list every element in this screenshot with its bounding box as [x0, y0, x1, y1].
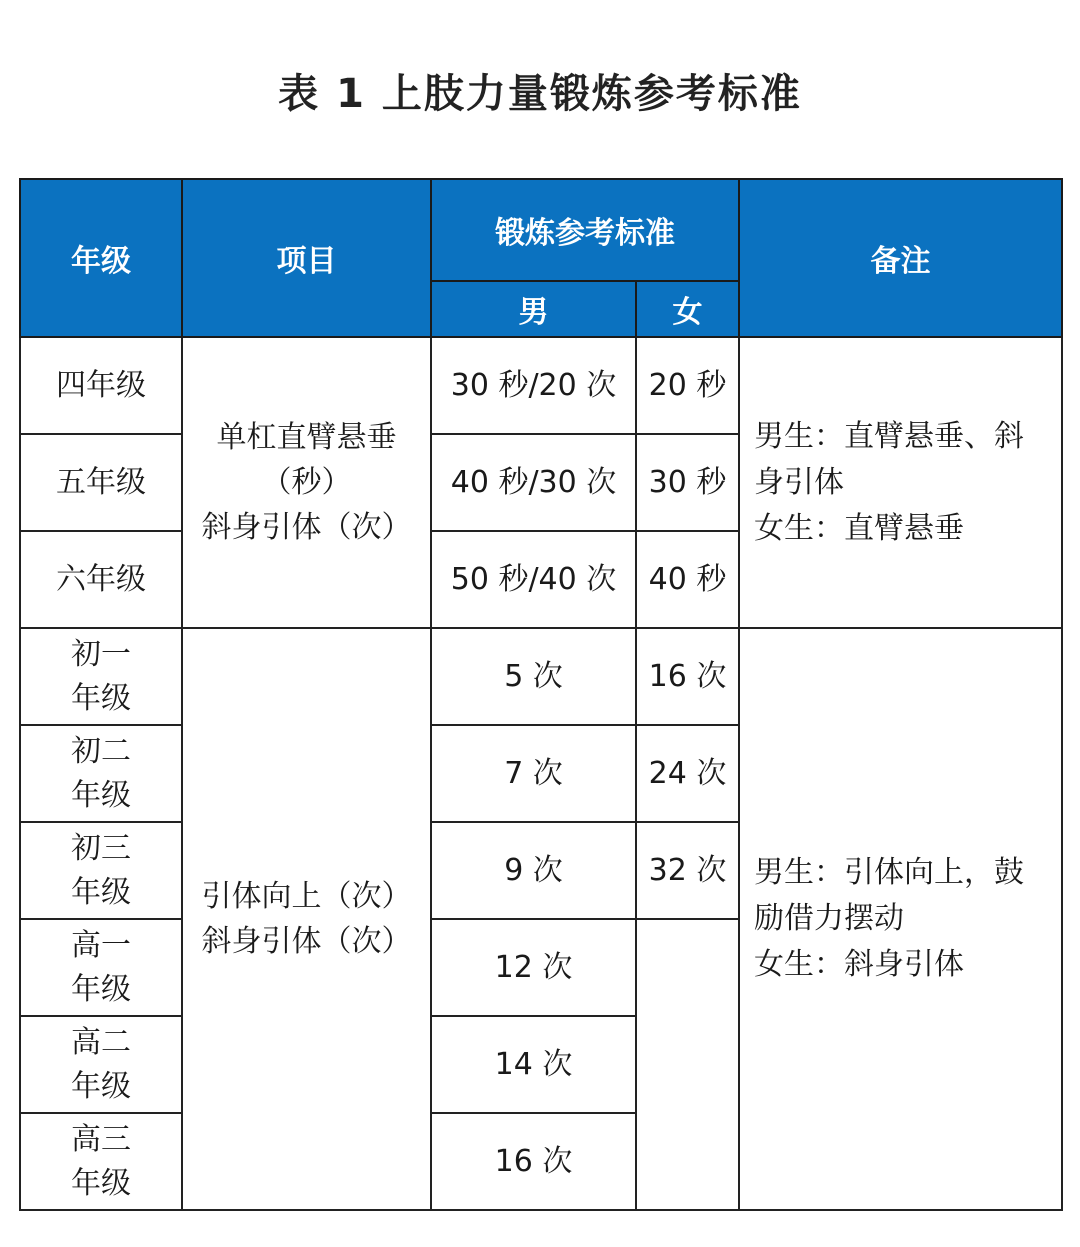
female-empty-cell [636, 919, 739, 1210]
item-line: （秒） [261, 465, 352, 500]
note-line: 男生：引体向上，鼓 [754, 855, 1024, 890]
grade-cell [20, 919, 182, 1016]
grade-cell [20, 725, 182, 822]
male-cell: 30 秒/20 次 [431, 337, 636, 434]
male-cell: 5 次 [431, 628, 636, 725]
header-female: 女 [636, 281, 739, 337]
female-cell: 20 秒 [636, 337, 739, 434]
grade-line: 年级 [71, 971, 131, 1007]
note-cell-group2 [739, 628, 1062, 1210]
grade-line: 年级 [71, 874, 131, 910]
grade-line: 高三 [71, 1121, 131, 1157]
standards-table [19, 178, 1063, 1211]
male-cell: 14 次 [431, 1016, 636, 1113]
grade-line: 高二 [71, 1024, 131, 1060]
note-line: 励借力摆动 [754, 901, 904, 936]
header-male: 男 [431, 281, 636, 337]
grade-cell [20, 822, 182, 919]
item-cell-group2 [182, 628, 431, 1210]
grade-cell: 四年级 [20, 337, 182, 434]
male-cell: 12 次 [431, 919, 636, 1016]
item-line: 单杠直臂悬垂 [216, 420, 397, 455]
item-line: 斜身引体（次） [201, 510, 412, 545]
item-line: 引体向上（次） [201, 879, 412, 914]
grade-cell: 五年级 [20, 434, 182, 531]
female-cell: 16 次 [636, 628, 739, 725]
grade-line: 年级 [71, 680, 131, 716]
note-line: 女生：直臂悬垂 [754, 510, 964, 546]
note-line: 女生：斜身引体 [754, 947, 964, 982]
grade-line: 初一 [71, 636, 131, 672]
item-cell-group1 [182, 337, 431, 628]
header-standard: 锻炼参考标准 [431, 179, 739, 281]
note-cell-group1 [739, 337, 1062, 628]
male-cell: 40 秒/30 次 [431, 434, 636, 531]
female-cell: 40 秒 [636, 531, 739, 628]
grade-line: 年级 [71, 1068, 131, 1104]
grade-cell [20, 1113, 182, 1210]
table-row [20, 628, 1062, 725]
grade-cell [20, 1016, 182, 1113]
table-title: 表 1 上肢力量锻炼参考标准 [278, 71, 802, 117]
grade-line: 高一 [71, 927, 131, 963]
header-row [20, 179, 1062, 281]
header-item: 项目 [182, 179, 431, 337]
header-grade: 年级 [20, 179, 182, 337]
male-cell: 7 次 [431, 725, 636, 822]
note-line: 身引体 [754, 464, 844, 500]
female-cell: 30 秒 [636, 434, 739, 531]
header-note: 备注 [739, 179, 1062, 337]
note-line: 男生：直臂悬垂、斜 [754, 418, 1024, 454]
grade-line: 初三 [71, 830, 131, 866]
grade-line: 初二 [71, 733, 131, 769]
table-row [20, 337, 1062, 434]
male-cell: 50 秒/40 次 [431, 531, 636, 628]
male-cell: 9 次 [431, 822, 636, 919]
grade-cell [20, 628, 182, 725]
item-line: 斜身引体（次） [201, 924, 412, 959]
female-cell: 32 次 [636, 822, 739, 919]
female-cell: 24 次 [636, 725, 739, 822]
grade-line: 年级 [71, 1165, 131, 1201]
grade-cell: 六年级 [20, 531, 182, 628]
male-cell: 16 次 [431, 1113, 636, 1210]
grade-line: 年级 [71, 777, 131, 813]
